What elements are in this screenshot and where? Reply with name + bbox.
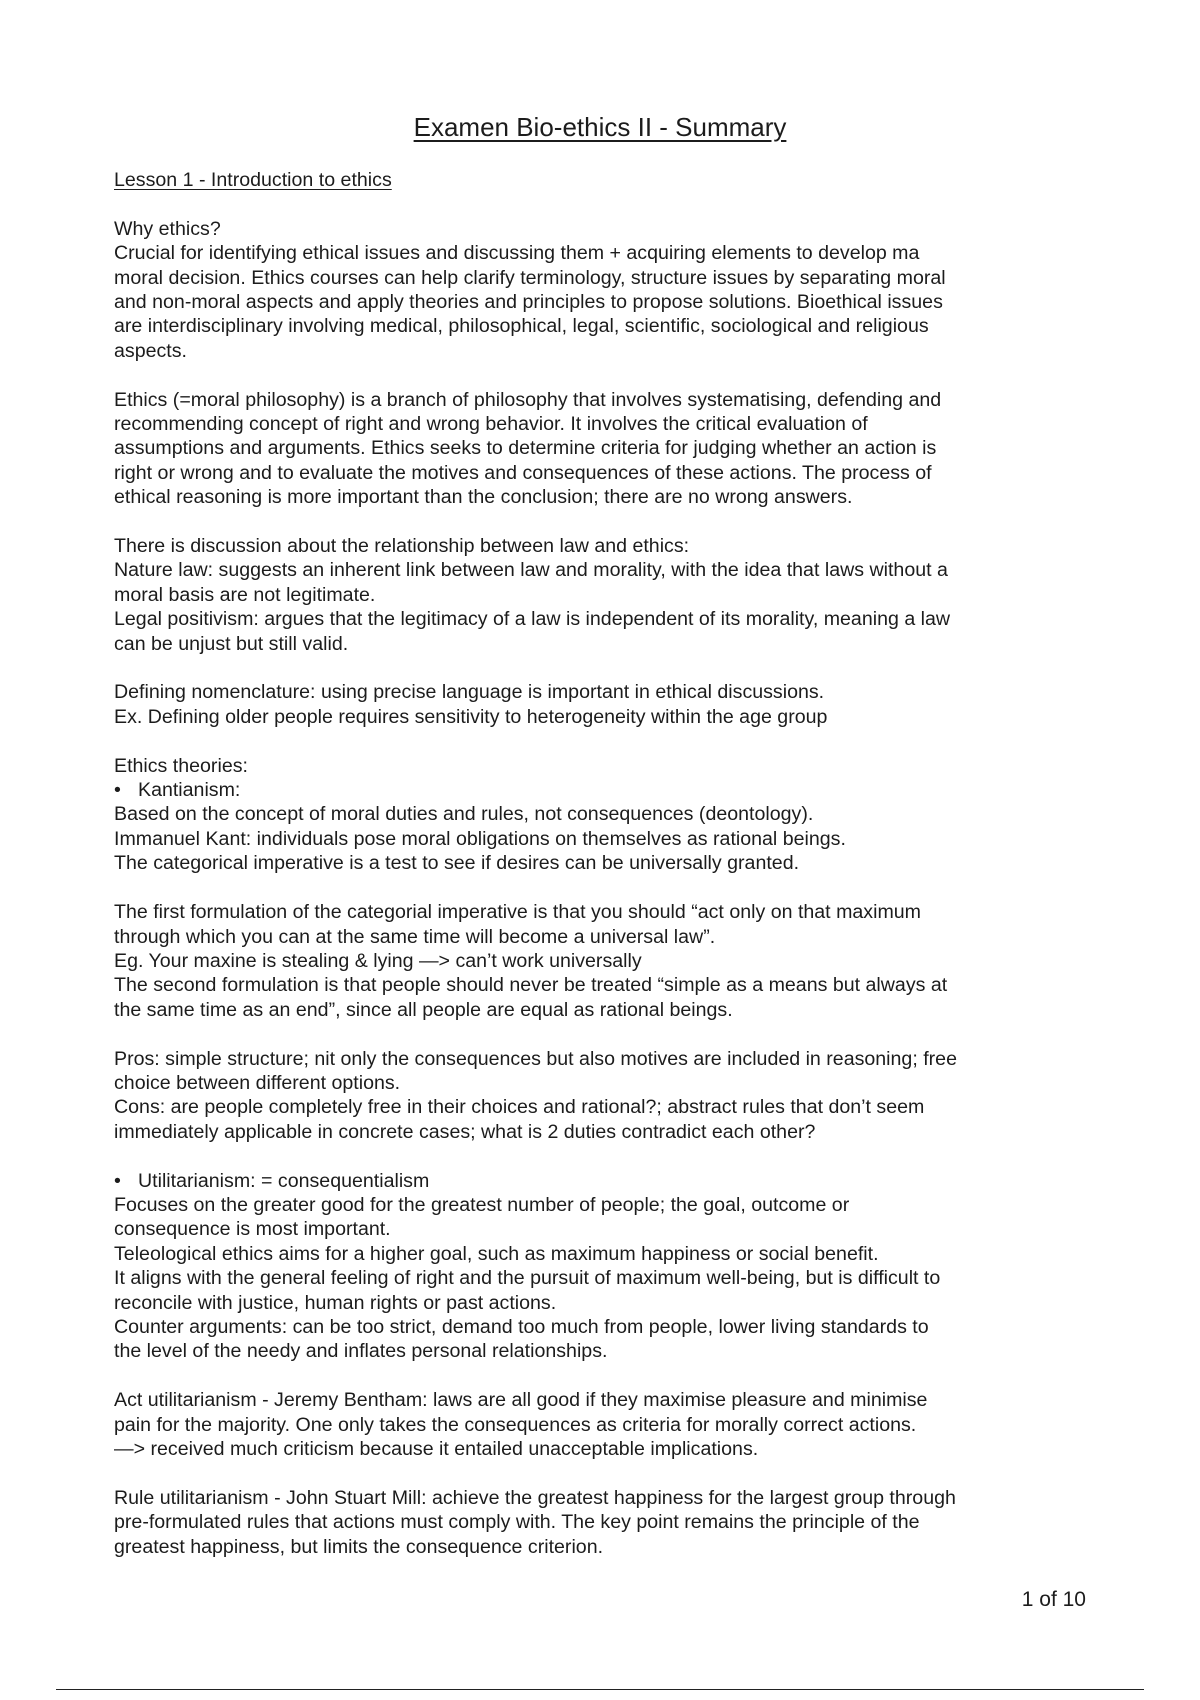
text-line: aspects.: [114, 339, 187, 362]
text-line: through which you can at the same time will become a universal law”.: [114, 925, 716, 948]
why-ethics-paragraph: [114, 217, 1100, 363]
ethics-definition-paragraph: [114, 388, 1100, 510]
text-line: reconcile with justice, human rights or past actions.: [114, 1291, 557, 1314]
text-line: There is discussion about the relationship between law and ethics:: [114, 535, 690, 558]
text-line: Defining nomenclature: using precise language is important in ethical discussions.: [114, 681, 825, 704]
text-line: pain for the majority. One only takes the consequences as criteria for morally correct actions.: [114, 1413, 917, 1436]
text-line: Crucial for identifying ethical issues and discussing them + acquiring elements to develop ma: [114, 242, 920, 265]
text-line: moral decision. Ethics courses can help clarify terminology, structure issues by separating moral: [114, 266, 946, 289]
lesson-heading: Lesson 1 - Introduction to ethics: [114, 169, 392, 191]
formulations-paragraph: [114, 900, 1100, 1022]
why-ethics-heading: Why ethics?: [114, 217, 221, 240]
text-line: The categorical imperative is a test to see if desires can be universally granted.: [114, 852, 800, 875]
utilitarianism-bullet-item: [114, 1169, 1100, 1193]
footer-divider: [56, 1689, 1144, 1690]
text-line: Focuses on the greater good for the greatest number of people; the goal, outcome or: [114, 1193, 850, 1216]
text-line: —> received much criticism because it entailed unacceptable implications.: [114, 1437, 759, 1460]
text-line: The first formulation of the categorial imperative is that you should “act only on that maximum: [114, 901, 921, 924]
text-line: Ethics (=moral philosophy) is a branch of philosophy that involves systematising, defending and: [114, 388, 942, 411]
theories-paragraph: [114, 754, 1100, 876]
utilitarianism-label: Utilitarianism: = consequentialism: [138, 1169, 430, 1192]
document-body: [114, 168, 1100, 1583]
text-line: consequence is most important.: [114, 1218, 391, 1241]
text-line: It aligns with the general feeling of right and the pursuit of maximum well-being, but is difficult to: [114, 1267, 941, 1290]
text-line: Ex. Defining older people requires sensitivity to heterogeneity within the age group: [114, 705, 828, 728]
rule-utilitarianism-paragraph: [114, 1486, 1100, 1559]
text-line: greatest happiness, but limits the consequence criterion.: [114, 1535, 604, 1558]
utilitarianism-paragraph: [114, 1169, 1100, 1364]
text-line: can be unjust but still valid.: [114, 632, 349, 655]
text-line: moral basis are not legitimate.: [114, 583, 376, 606]
text-line: are interdisciplinary involving medical, philosophical, legal, scientific, sociological and religious: [114, 315, 929, 338]
act-utilitarianism-paragraph: [114, 1388, 1100, 1461]
text-line: and non-moral aspects and apply theories and principles to propose solutions. Bioethical issues: [114, 291, 943, 314]
text-line: the same time as an end”, since all people are equal as rational beings.: [114, 998, 733, 1021]
text-line: immediately applicable in concrete cases; what is 2 duties contradict each other?: [114, 1120, 816, 1143]
text-line: recommending concept of right and wrong behavior. It involves the critical evaluation of: [114, 413, 868, 436]
text-line: Based on the concept of moral duties and rules, not consequences (deontology).: [114, 803, 814, 826]
bullet-icon: •: [114, 1169, 121, 1192]
document-title: Examen Bio-ethics II - Summary: [413, 112, 787, 142]
kantianism-label: Kantianism:: [138, 779, 241, 802]
nomenclature-paragraph: [114, 680, 1100, 729]
text-line: Eg. Your maxine is stealing & lying —> can’t work universally: [114, 949, 642, 972]
law-ethics-paragraph: [114, 534, 1100, 656]
text-line: Cons: are people completely free in their choices and rational?; abstract rules that don’t seem: [114, 1096, 925, 1119]
text-line: ethical reasoning is more important than the conclusion; there are no wrong answers.: [114, 486, 853, 509]
kantianism-bullet-item: [114, 778, 1100, 802]
text-line: the level of the needy and inflates personal relationships.: [114, 1340, 608, 1363]
theories-heading: Ethics theories:: [114, 754, 248, 777]
bullet-icon: •: [114, 779, 121, 802]
page-number: 1 of 10: [1021, 1588, 1086, 1611]
text-line: Nature law: suggests an inherent link between law and morality, with the idea that laws without a: [114, 559, 948, 582]
text-line: choice between different options.: [114, 1071, 401, 1094]
text-line: Teleological ethics aims for a higher goal, such as maximum happiness or social benefit.: [114, 1242, 879, 1265]
text-line: Act utilitarianism - Jeremy Bentham: laws are all good if they maximise pleasure and minimise: [114, 1389, 928, 1412]
text-line: Rule utilitarianism - John Stuart Mill: achieve the greatest happiness for the largest group through: [114, 1486, 956, 1509]
text-line: The second formulation is that people should never be treated “simple as a means but always at: [114, 974, 948, 997]
text-line: Immanuel Kant: individuals pose moral obligations on themselves as rational beings.: [114, 827, 846, 850]
text-line: right or wrong and to evaluate the motives and consequences of these actions. The process of: [114, 461, 932, 484]
text-line: Counter arguments: can be too strict, demand too much from people, lower living standards to: [114, 1315, 929, 1338]
text-line: Pros: simple structure; nit only the consequences but also motives are included in reasoning; free: [114, 1047, 957, 1070]
text-line: pre-formulated rules that actions must comply with. The key point remains the principle of the: [114, 1511, 920, 1534]
pros-cons-paragraph: [114, 1047, 1100, 1145]
text-line: assumptions and arguments. Ethics seeks to determine criteria for judging whether an action is: [114, 437, 937, 460]
text-line: Legal positivism: argues that the legitimacy of a law is independent of its morality, meaning a law: [114, 608, 951, 631]
